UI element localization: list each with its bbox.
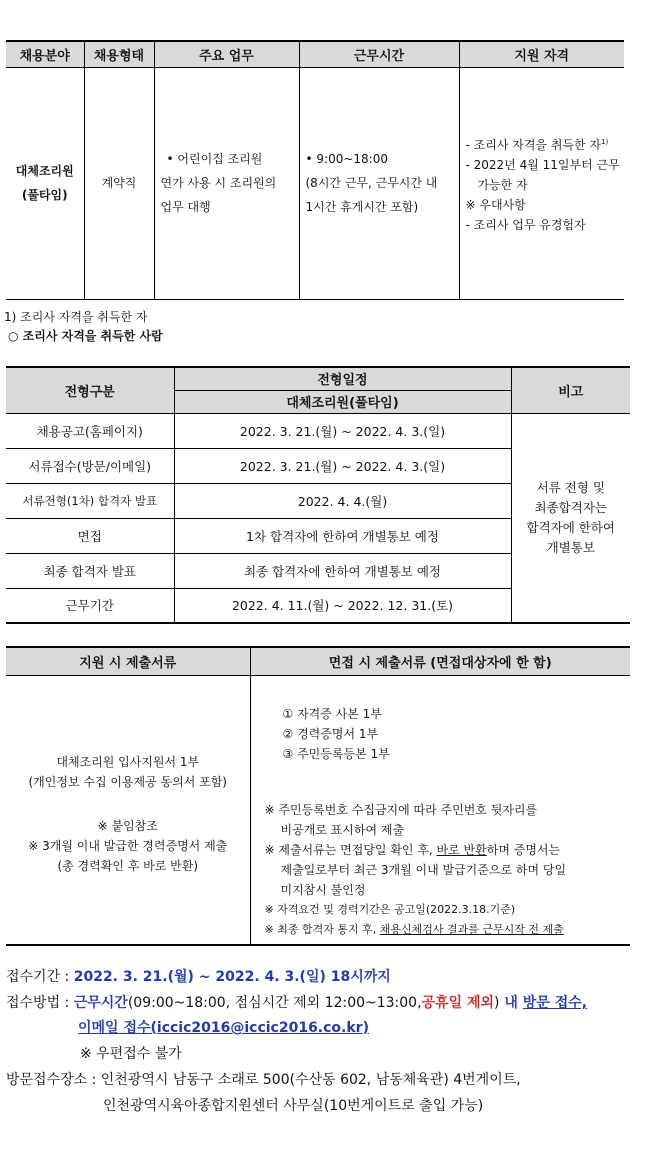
interview-note3: ※ 자격요건 및 경력기간은 공고일(2022.3.18.기준) [264, 902, 516, 916]
footnote-1: 1) 조리사 자격을 취득한 자 [4, 310, 148, 324]
apply-doc-line5: (총 경력확인 후 바로 반환) [57, 858, 199, 873]
recruitment-field-table [6, 40, 624, 300]
place-address-1: 인천광역시 남동구 소래로 500(수산동 602, 남동체육관) 4번게이트, [100, 1072, 521, 1088]
hours-cell [299, 67, 459, 299]
interview-doc-3: ③ 주민등록등본 1부 [282, 746, 390, 761]
interview-note4 [265, 920, 631, 940]
footnote-2: ○ 조리사 자격을 취득한 사람 [8, 329, 163, 343]
field-cell [6, 67, 84, 299]
qual-line1 [466, 132, 625, 155]
header-stage: 전형구분 [6, 367, 174, 413]
schedule-cell: 2022. 3. 21.(월) ~ 2022. 4. 3.(일) [174, 448, 511, 483]
method-label: 접수방법 : [6, 995, 74, 1011]
method-close-paren: ) [494, 995, 500, 1011]
duty-line1: • 어린이집 조리원 [166, 152, 263, 166]
place-line1 [6, 1069, 521, 1089]
apply-doc-line2: (개인정보 수집 이용제공 동의서 포함) [28, 774, 227, 789]
type-cell: 계약직 [84, 67, 154, 299]
interview-note2-a [265, 840, 631, 860]
interview-note1-b: 비공개로 표시하여 제출 [280, 822, 405, 837]
header-sub: 대체조리원(풀타임) [174, 390, 511, 413]
interview-docs-cell [250, 675, 630, 945]
schedule-row [6, 413, 630, 448]
period-line [6, 966, 391, 986]
method-holiday-excluded: 공휴일 제외 [421, 995, 495, 1011]
schedule-header-row [6, 367, 630, 390]
stage-cell: 근무기간 [6, 588, 174, 623]
header-duty: 주요 업무 [154, 41, 299, 67]
note-line4: 개별통보 [546, 539, 595, 555]
stage-cell: 채용공고(홈페이지) [36, 423, 143, 439]
interview-note2-b-text: 하며 증명서는 [486, 842, 561, 857]
hours-line3: 1시간 휴게시간 포함) [305, 200, 419, 214]
schedule-cell: 1차 합격자에 한하여 개별통보 예정 [174, 518, 511, 553]
method-line [6, 992, 587, 1012]
schedule-table [6, 366, 630, 624]
note-line1: 서류 전형 및 [536, 479, 605, 495]
apply-doc-line4: ※ 3개월 이내 발급한 경력증명서 제출 [28, 838, 228, 853]
documents-row [6, 675, 630, 945]
interview-doc-1: ① 자격증 사본 1부 [282, 706, 382, 721]
period-value: 2022. 3. 21.(월) ~ 2022. 4. 3.(일) 18시까지 [73, 969, 391, 985]
hours-line1: • 9:00~18:00 [305, 152, 388, 166]
interview-note1-a: ※ 주민등록번호 수집금지에 따라 주민번호 뒷자리를 [264, 802, 538, 817]
interview-note2-underline: 바로 반환 [436, 842, 487, 857]
stage-cell: 최종 합격자 발표 [6, 553, 174, 588]
header-note: 비고 [511, 367, 630, 413]
duty-cell [154, 67, 299, 299]
note-line2: 최종합격자는 [534, 499, 607, 515]
qual-line4: ※ 우대사항 [465, 197, 526, 212]
stage-cell: 면접 [6, 518, 174, 553]
interview-note2-c: 제출일로부터 최근 3개월 이내 발급기준으로 하며 당일 [280, 862, 567, 877]
hours-line2: (8시간 근무, 근무시간 내 [305, 176, 438, 190]
header-field: 채용분야 [6, 41, 84, 67]
header-apply-docs: 지원 시 제출서류 [6, 647, 250, 675]
qual-line1-text: - 조리사 자격을 취득한 자 [465, 137, 602, 152]
duty-line2: 연가 사용 시 조리원의 [160, 176, 277, 190]
place-label: 방문접수장소 : [6, 1072, 101, 1088]
schedule-cell: 2022. 4. 4.(월) [174, 483, 511, 518]
documents-table [6, 646, 630, 946]
field-line2: (풀타임) [21, 188, 68, 202]
header-type: 채용형태 [84, 41, 154, 67]
method-hours-detail: (09:00~18:00, 점심시간 제외 12:00~13:00, [127, 995, 422, 1011]
schedule-cell: 2022. 3. 21.(월) ~ 2022. 4. 3.(일) [174, 413, 511, 448]
apply-doc-line3: ※ 붙임참조 [97, 818, 158, 833]
header-schedule: 전형일정 [174, 367, 511, 390]
documents-header-row [6, 647, 630, 675]
interview-note2-d: 미지참시 불인정 [280, 882, 366, 897]
note-line3: 합격자에 한하여 [526, 519, 615, 535]
email-submission-link[interactable]: 이메일 접수(iccic2016@iccic2016.co.kr) [78, 1020, 369, 1036]
header-interview-docs: 면접 시 제출서류 (면접대상자에 한 함) [250, 647, 630, 675]
qual-footnote-mark: 1) [601, 137, 609, 146]
apply-docs-cell [6, 675, 250, 945]
interview-note4-a-text: ※ 최종 합격자 통지 후, [264, 922, 380, 936]
table1-row [6, 67, 624, 299]
stage-cell: 서류접수(방문/이메일) [6, 448, 174, 483]
period-label: 접수기간 : [6, 969, 74, 985]
field-line1: 대체조리원 [15, 164, 74, 178]
header-hours: 근무시간 [299, 41, 459, 67]
method-working-hours: 근무시간 [73, 995, 128, 1011]
schedule-cell: 2022. 4. 11.(월) ~ 2022. 12. 31.(토) [174, 588, 511, 623]
interview-note2-a-text: ※ 제출서류는 면접당일 확인 후, [264, 842, 437, 857]
method-visit: 방문 접수, [522, 995, 588, 1011]
qual-line2: - 2022년 4월 11일부터 근무 [465, 157, 620, 172]
no-mail-note: ※ 우편접수 불가 [80, 1046, 182, 1062]
duty-line3: 업무 대행 [160, 200, 211, 214]
method-within: 내 [499, 995, 523, 1011]
note-cell [511, 413, 630, 623]
header-qualification: 지원 자격 [459, 41, 624, 67]
apply-doc-line1: 대체조리원 입사지원서 1부 [56, 754, 200, 769]
interview-doc-2: ② 경력증명서 1부 [282, 726, 379, 741]
place-address-2: 인천광역시육아종합지원센터 사무실(10번게이트로 출입 가능) [103, 1098, 484, 1114]
qual-line5: - 조리사 업무 유경험자 [465, 217, 586, 232]
table1-header-row [6, 41, 624, 67]
interview-note4-underline: 채용신체검사 결과를 근무시작 전 제출 [379, 922, 564, 936]
schedule-cell: 최종 합격자에 한하여 개별통보 예정 [174, 553, 511, 588]
qual-line3: 가능한 자 [477, 177, 528, 192]
stage-cell: 서류전형(1차) 합격자 발표 [6, 483, 174, 518]
qualification-cell [459, 67, 624, 299]
